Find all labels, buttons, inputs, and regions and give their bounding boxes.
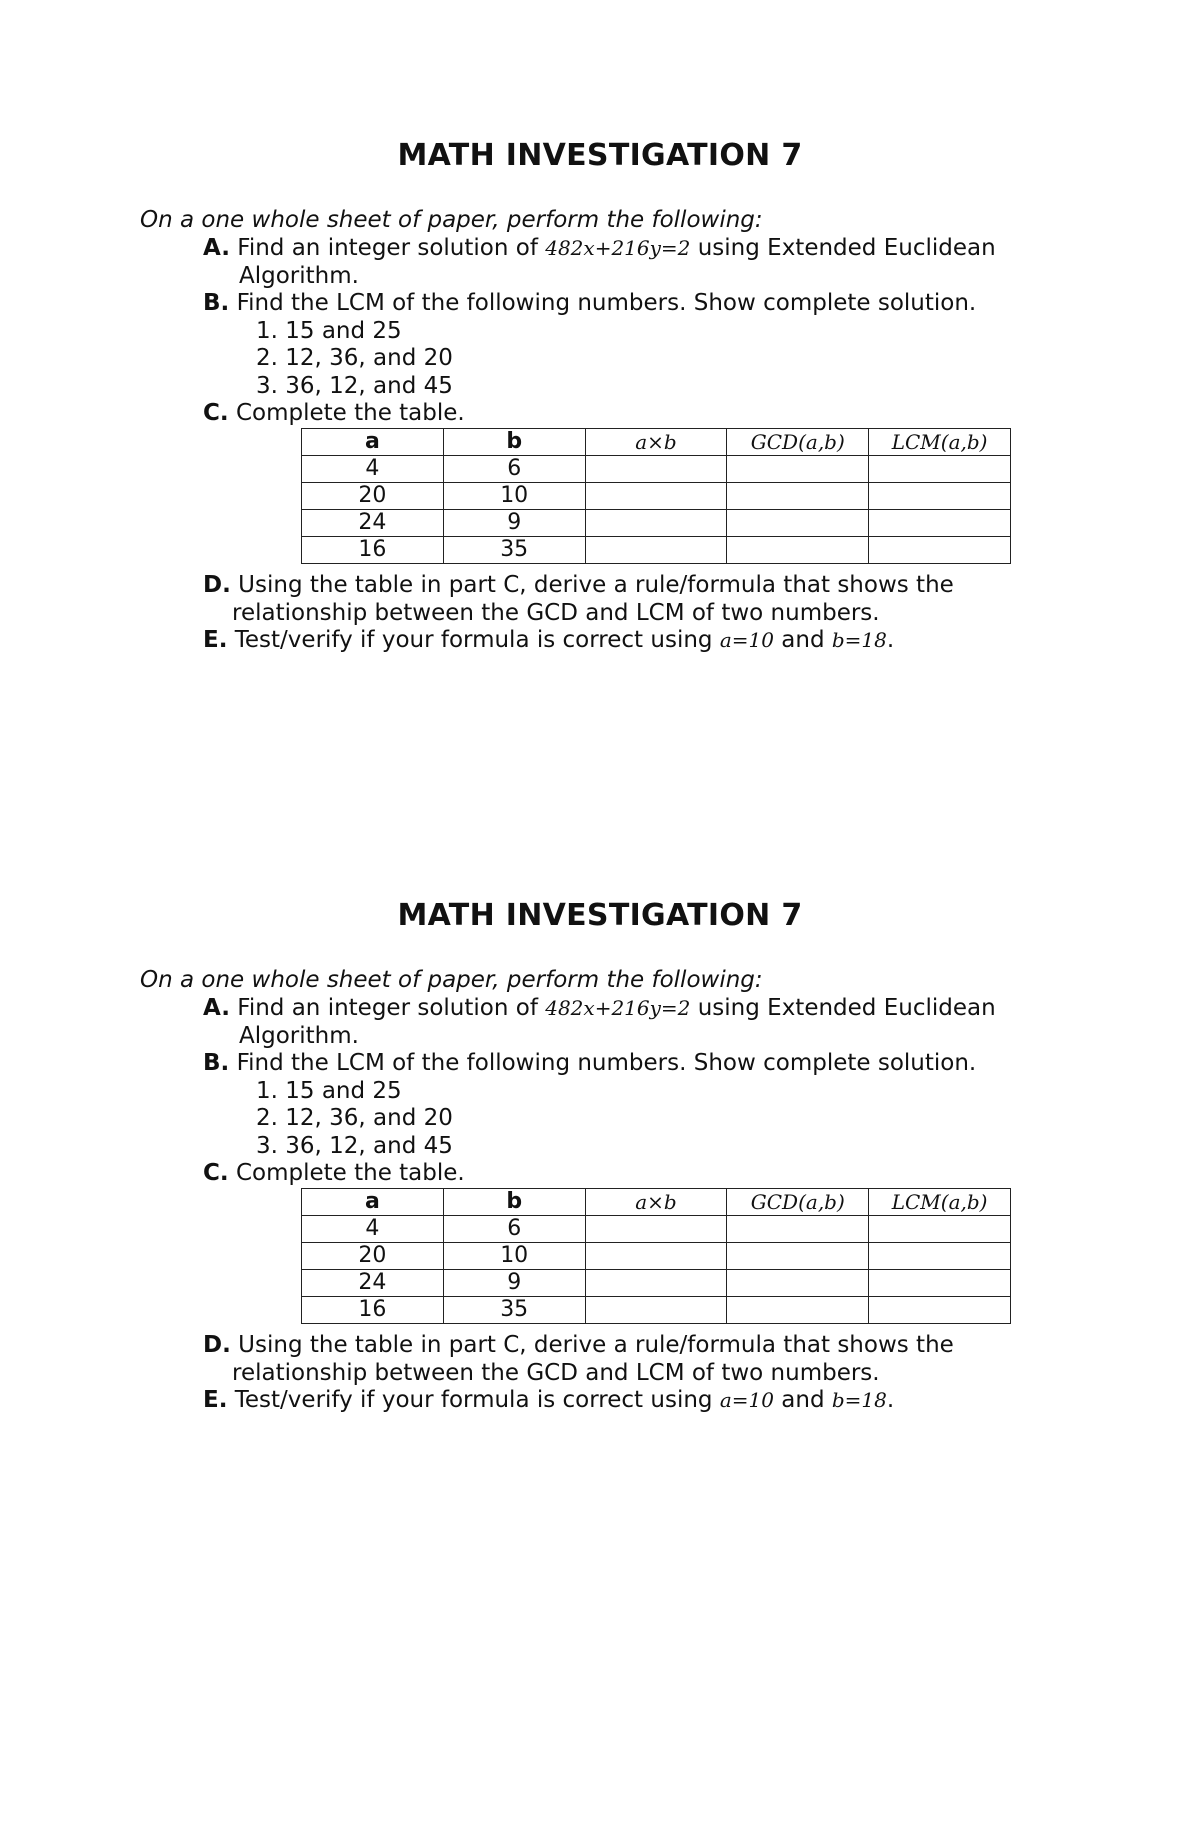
item-e [203, 626, 894, 654]
table-header-row [302, 429, 1011, 456]
table-cell [727, 537, 869, 564]
header-b: b [443, 1189, 585, 1216]
table-cell [727, 510, 869, 537]
table-cell: 35 [443, 1297, 585, 1324]
item-c [203, 1159, 465, 1187]
item-a [203, 234, 996, 262]
item-e-eq-a: a=10 [719, 628, 774, 652]
item-b-text: Find the LCM of the following numbers. Show complete solution. [236, 1050, 977, 1076]
item-e-and: and [781, 627, 825, 653]
table-cell [585, 510, 727, 537]
table-cell [727, 1216, 869, 1243]
item-e-eq-b: b=18 [831, 628, 887, 652]
item-a-key: A. [203, 235, 230, 261]
item-b-sub-3: 3. 36, 12, and 45 [256, 1133, 453, 1159]
table-cell [727, 456, 869, 483]
item-d [203, 571, 954, 599]
item-b-sub-3: 3. 36, 12, and 45 [256, 373, 453, 399]
table-cell: 24 [302, 510, 444, 537]
table-row [302, 510, 1011, 537]
header-lcm: LCM(a,b) [869, 1189, 1011, 1216]
header-gcd: GCD(a,b) [727, 1189, 869, 1216]
table-cell [869, 537, 1011, 564]
table-cell [869, 1216, 1011, 1243]
item-e-eq-b: b=18 [831, 1388, 887, 1412]
item-b-sub-1: 1. 15 and 25 [256, 318, 402, 344]
table-cell [585, 1216, 727, 1243]
table-cell [585, 1270, 727, 1297]
table-cell: 10 [443, 483, 585, 510]
header-b: b [443, 429, 585, 456]
worksheet-title: MATH INVESTIGATION 7 [397, 898, 803, 933]
header-a: a [302, 1189, 444, 1216]
table-cell: 6 [443, 456, 585, 483]
item-e-period: . [886, 627, 895, 653]
worksheet-copy-1 [0, 138, 1200, 898]
item-a-key: A. [203, 995, 230, 1021]
item-b-key: B. [203, 290, 230, 316]
header-product: a×b [585, 429, 727, 456]
table-cell: 24 [302, 1270, 444, 1297]
gcd-lcm-table [301, 1188, 1011, 1324]
item-d-key: D. [203, 572, 231, 598]
item-a-text-after: using Extended Euclidean [697, 995, 996, 1021]
header-gcd: GCD(a,b) [727, 429, 869, 456]
item-e-text: Test/verify if your formula is correct using [234, 627, 713, 653]
table-cell: 35 [443, 537, 585, 564]
item-b-key: B. [203, 1050, 230, 1076]
item-e-period: . [886, 1387, 895, 1413]
table-cell [727, 1297, 869, 1324]
table-row [302, 483, 1011, 510]
item-a-text: Find an integer solution of [237, 995, 538, 1021]
item-a-equation: 482x+216y=2 [545, 996, 691, 1020]
table-cell [727, 483, 869, 510]
table-cell [585, 1297, 727, 1324]
table-cell: 4 [302, 1216, 444, 1243]
item-d-text: Using the table in part C, derive a rule/formula that shows the [238, 1332, 954, 1358]
instructions-intro: On a one whole sheet of paper, perform the following: [140, 207, 763, 233]
table-cell: 4 [302, 456, 444, 483]
item-b [203, 1049, 976, 1077]
table-cell: 20 [302, 483, 444, 510]
item-a-equation: 482x+216y=2 [545, 236, 691, 260]
table-cell: 20 [302, 1243, 444, 1270]
table-cell [869, 483, 1011, 510]
worksheet-copy-2 [0, 898, 1200, 1658]
table-cell: 16 [302, 1297, 444, 1324]
table-cell [585, 1243, 727, 1270]
table-cell [869, 1243, 1011, 1270]
gcd-lcm-table [301, 428, 1011, 564]
item-d [203, 1331, 954, 1359]
table-cell [585, 456, 727, 483]
item-d-continuation: relationship between the GCD and LCM of two numbers. [232, 600, 880, 626]
item-b-sub-2: 2. 12, 36, and 20 [256, 1105, 453, 1131]
header-a: a [302, 429, 444, 456]
table-row [302, 1270, 1011, 1297]
item-e-text: Test/verify if your formula is correct using [234, 1387, 713, 1413]
item-d-key: D. [203, 1332, 231, 1358]
table-row [302, 456, 1011, 483]
item-e-key: E. [203, 1387, 228, 1413]
item-e [203, 1386, 894, 1414]
worksheet-title: MATH INVESTIGATION 7 [397, 138, 803, 173]
item-e-key: E. [203, 627, 228, 653]
table-row [302, 1216, 1011, 1243]
item-b-text: Find the LCM of the following numbers. Show complete solution. [236, 290, 977, 316]
header-lcm: LCM(a,b) [869, 429, 1011, 456]
item-c-key: C. [203, 400, 229, 426]
item-d-text: Using the table in part C, derive a rule/formula that shows the [238, 572, 954, 598]
table-cell [727, 1243, 869, 1270]
table-row [302, 1243, 1011, 1270]
item-c-text: Complete the table. [235, 1160, 465, 1186]
table-cell [869, 456, 1011, 483]
header-product: a×b [585, 1189, 727, 1216]
table-cell: 16 [302, 537, 444, 564]
table-row [302, 1297, 1011, 1324]
table-cell [585, 537, 727, 564]
table-cell: 9 [443, 510, 585, 537]
table-cell: 9 [443, 1270, 585, 1297]
table-cell: 10 [443, 1243, 585, 1270]
table-cell: 6 [443, 1216, 585, 1243]
item-a-continuation: Algorithm. [239, 263, 359, 289]
table-cell [585, 483, 727, 510]
table-cell [869, 1270, 1011, 1297]
item-e-eq-a: a=10 [719, 1388, 774, 1412]
item-a-text: Find an integer solution of [237, 235, 538, 261]
item-a [203, 994, 996, 1022]
item-b [203, 289, 976, 317]
item-a-text-after: using Extended Euclidean [697, 235, 996, 261]
table-cell [869, 510, 1011, 537]
item-a-continuation: Algorithm. [239, 1023, 359, 1049]
table-cell [869, 1297, 1011, 1324]
table-cell [727, 1270, 869, 1297]
item-d-continuation: relationship between the GCD and LCM of two numbers. [232, 1360, 880, 1386]
item-e-and: and [781, 1387, 825, 1413]
table-header-row [302, 1189, 1011, 1216]
item-c-key: C. [203, 1160, 229, 1186]
item-b-sub-2: 2. 12, 36, and 20 [256, 345, 453, 371]
item-b-sub-1: 1. 15 and 25 [256, 1078, 402, 1104]
table-row [302, 537, 1011, 564]
item-c [203, 399, 465, 427]
instructions-intro: On a one whole sheet of paper, perform the following: [140, 967, 763, 993]
item-c-text: Complete the table. [235, 400, 465, 426]
